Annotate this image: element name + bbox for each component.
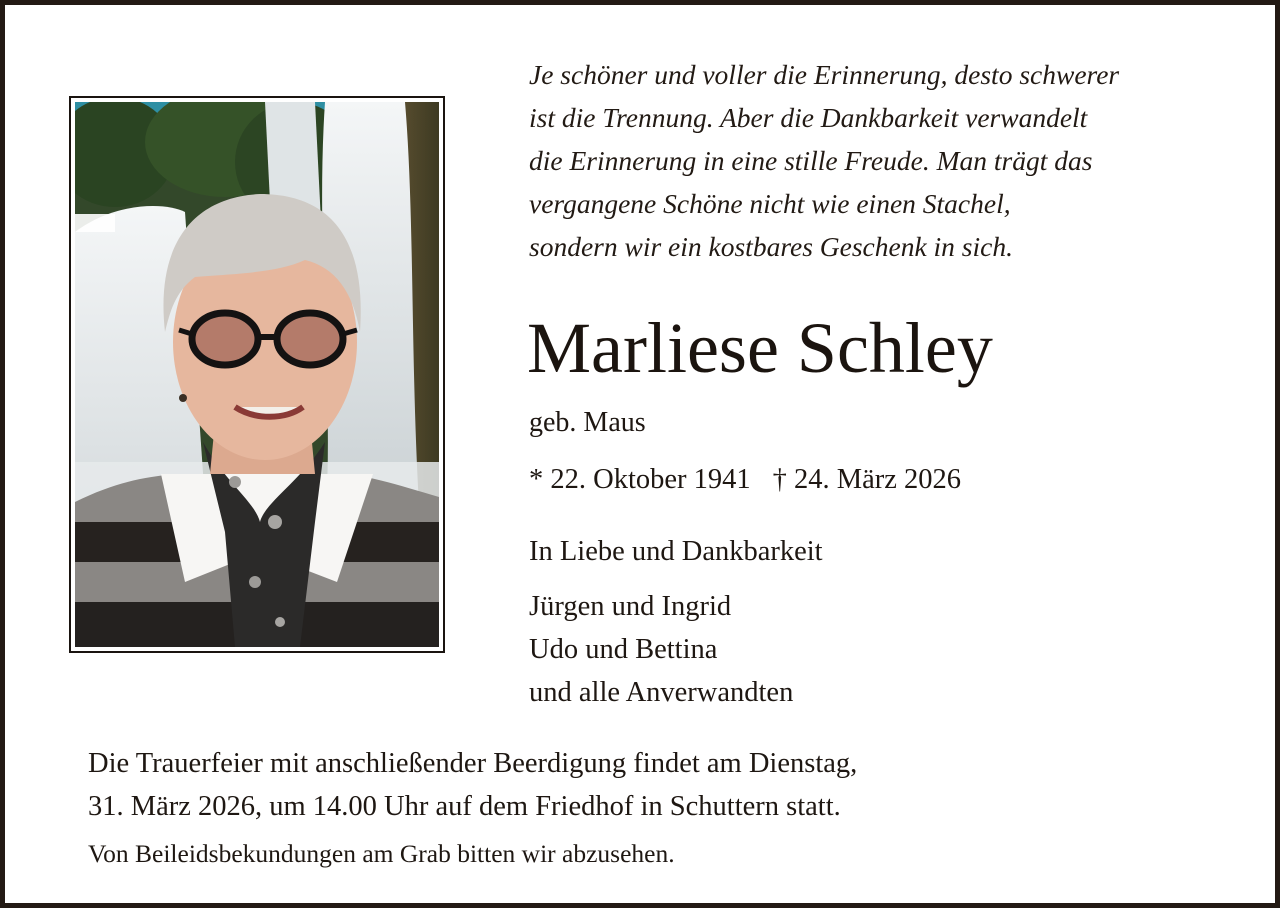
deceased-name: Marliese Schley (527, 308, 993, 388)
quote-line: die Erinnerung in eine stille Freude. Man trägt das (529, 145, 1093, 176)
quote-line: ist die Trennung. Aber die Dankbarkeit verwandelt (529, 102, 1088, 133)
maiden-name: geb. Maus (529, 407, 646, 438)
portrait-photo-frame (69, 96, 445, 653)
birth-date: * 22. Oktober 1941 (529, 464, 751, 495)
condolence-note: Von Beileidsbekundungen am Grab bitten wir abzusehen. (88, 839, 675, 868)
memorial-quote (529, 53, 1249, 268)
mourner-name: und alle Anverwandten (529, 677, 794, 708)
quote-line: Je schöner und voller die Erinnerung, desto schwerer (529, 59, 1120, 90)
quote-line: vergangene Schöne nicht wie einen Stachel, (529, 188, 1011, 219)
mourners-list (529, 585, 793, 714)
service-line: 31. März 2026, um 14.00 Uhr auf dem Friedhof in Schuttern statt. (88, 791, 841, 822)
quote-line: sondern wir ein kostbares Geschenk in sich. (529, 231, 1013, 262)
mourner-name: Udo und Bettina (529, 634, 718, 665)
mourner-name: Jürgen und Ingrid (529, 591, 732, 622)
portrait-photo-icon (75, 102, 439, 647)
death-date: † 24. März 2026 (772, 464, 962, 495)
funeral-service-info (88, 742, 857, 828)
mourners-intro: In Liebe und Dankbarkeit (529, 536, 823, 567)
service-line: Die Trauerfeier mit anschließender Beerdigung findet am Dienstag, (88, 748, 858, 779)
life-dates (529, 460, 961, 500)
